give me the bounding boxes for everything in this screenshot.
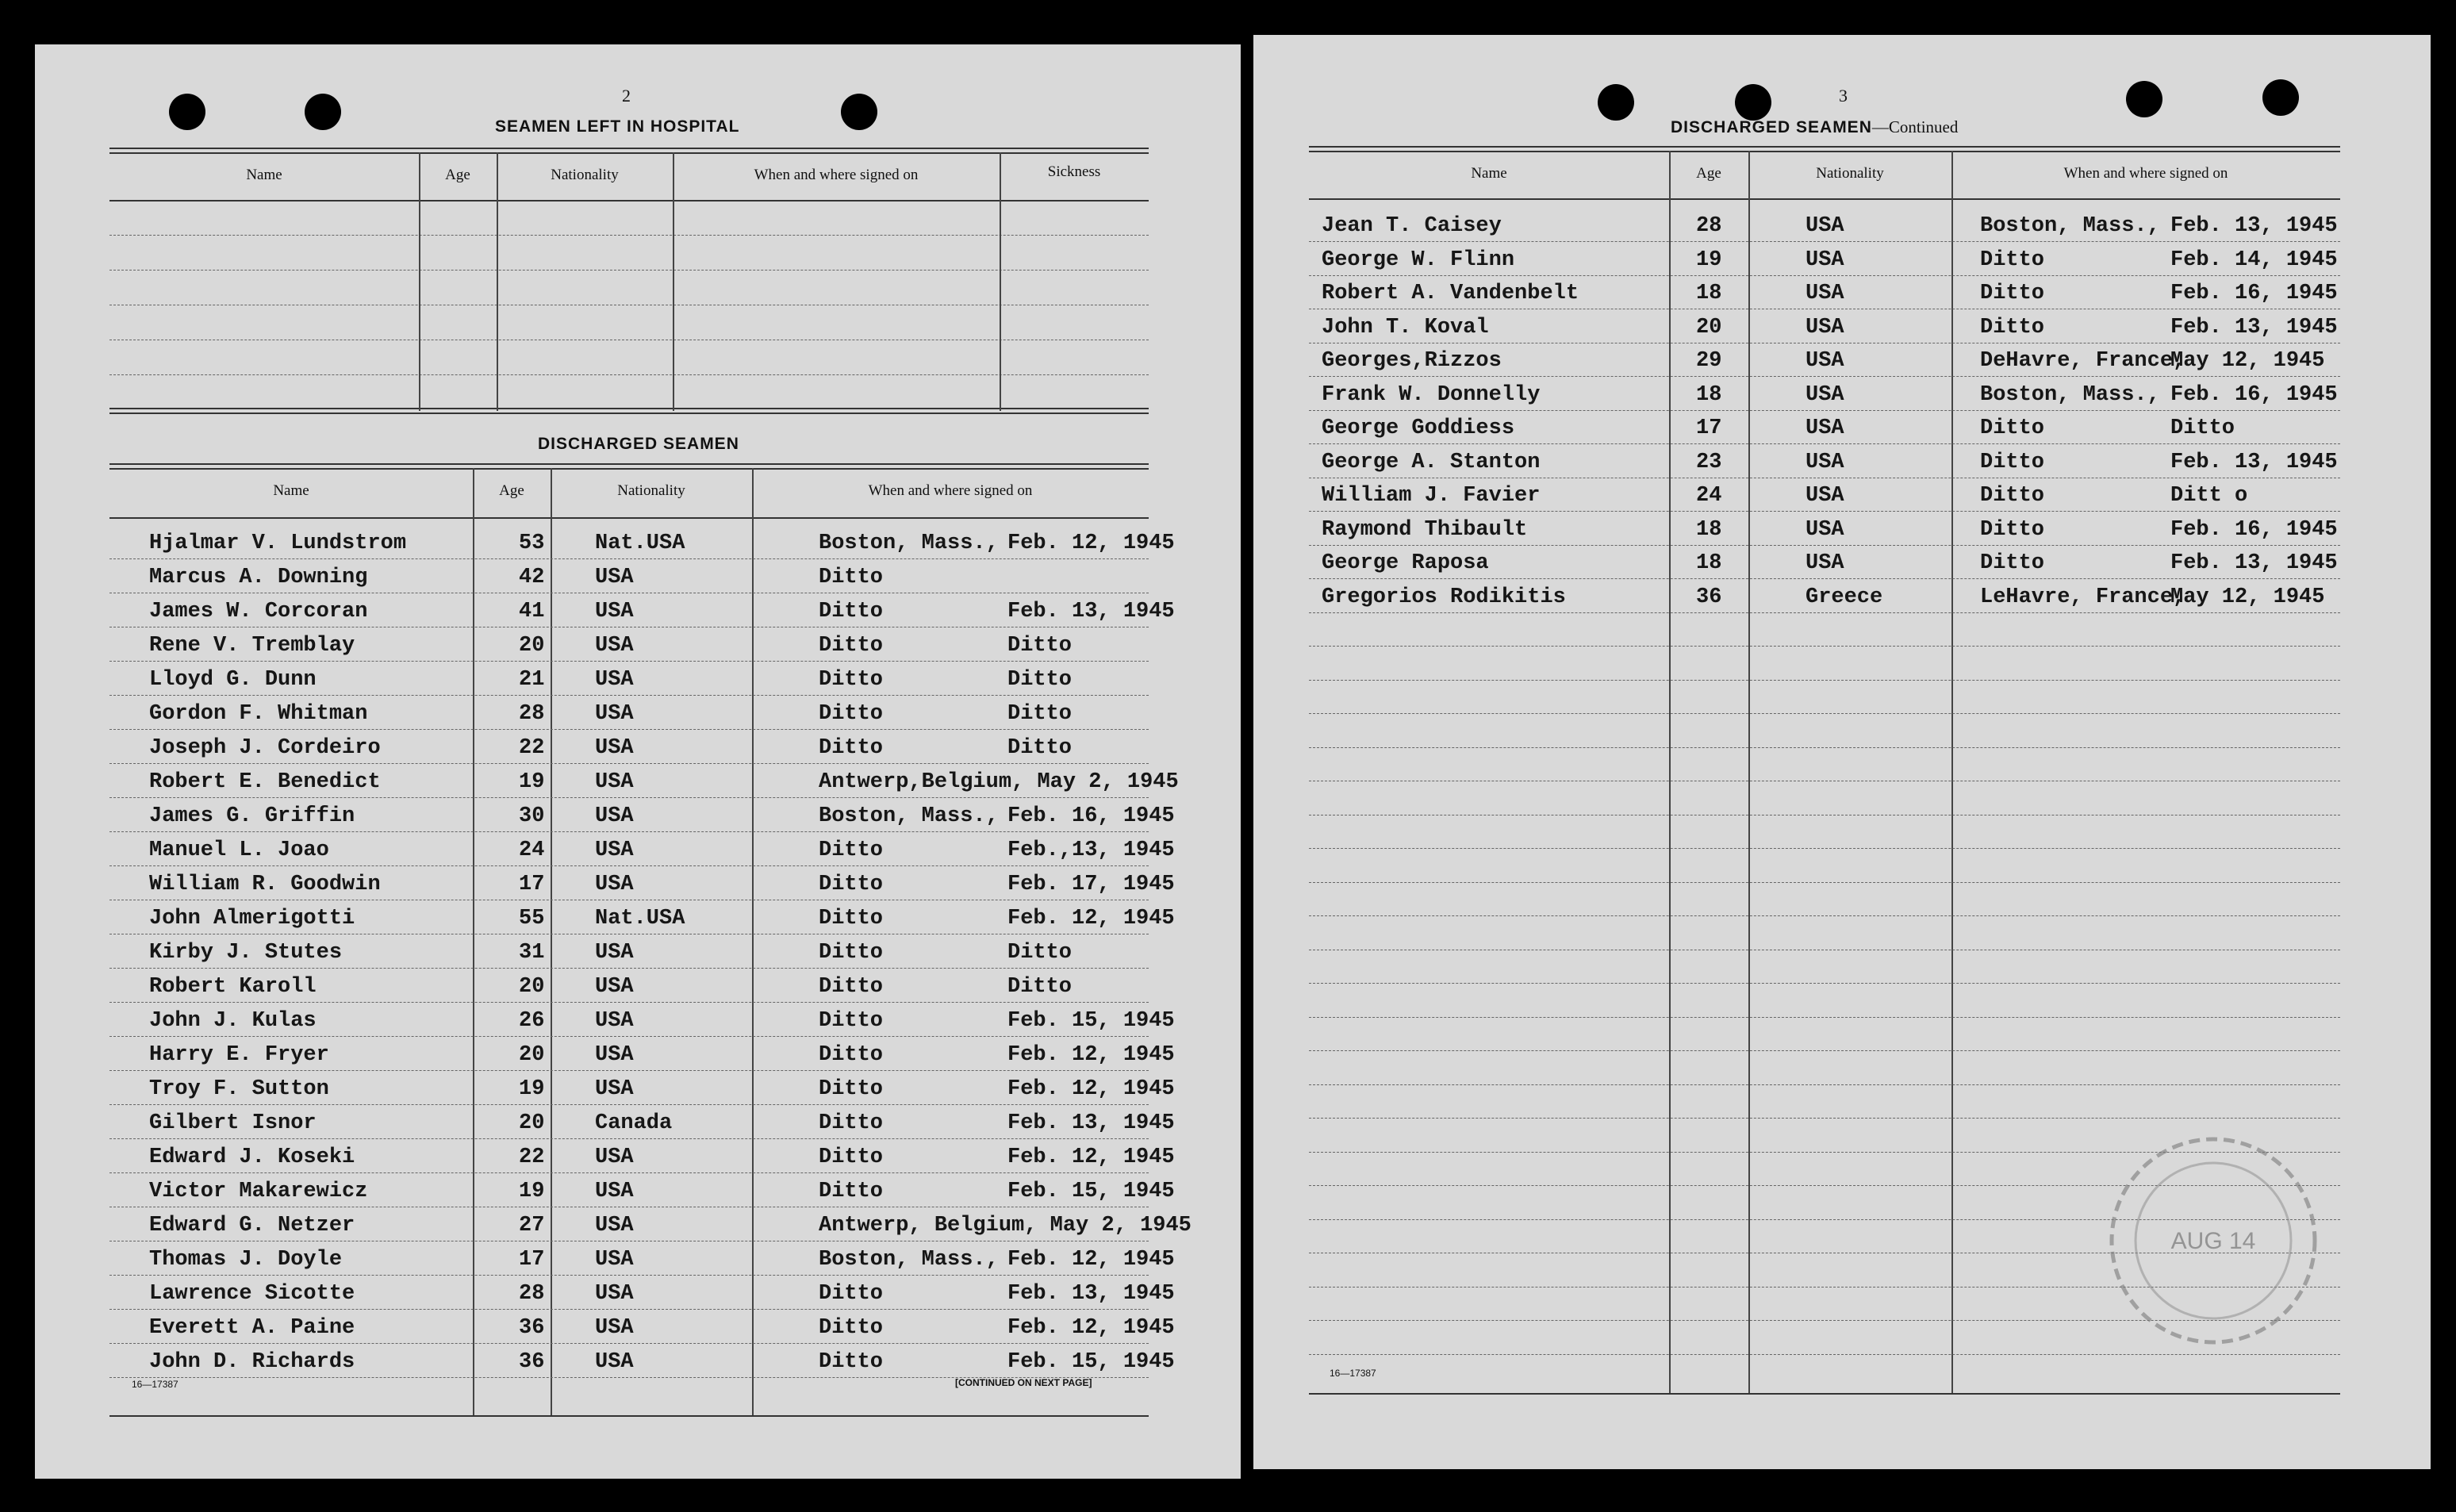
col-header-age: Age: [445, 167, 470, 183]
discharged-section-title: DISCHARGED SEAMEN: [538, 435, 739, 453]
signed-on-date: Feb. 12, 1945: [1007, 1248, 1175, 1272]
seaman-name: Victor Makarewicz: [149, 1180, 368, 1203]
seaman-nationality: USA: [595, 634, 634, 658]
col-header-signed-on: When and where signed on: [2063, 165, 2228, 182]
seaman-name: John Almerigotti: [149, 907, 355, 931]
signed-on-date: Feb. 13, 1945: [1007, 1111, 1175, 1135]
seaman-name: George A. Stanton: [1322, 450, 1541, 474]
signed-on-place: Ditto: [1980, 484, 2045, 508]
signed-on-place: Ditto: [1980, 450, 2045, 474]
table-row: [109, 597, 1175, 628]
signed-on-date: Feb. 16, 1945: [2170, 282, 2338, 305]
seaman-age: 18: [1696, 282, 1722, 305]
table-row: [109, 1006, 1175, 1038]
hospital-section-title: SEAMEN LEFT IN HOSPITAL: [495, 117, 740, 136]
seaman-name: George Goddiess: [1322, 416, 1515, 440]
seaman-nationality: Greece: [1806, 585, 1883, 609]
signed-on-place: Ditto: [819, 736, 884, 760]
signed-on-place: Ditto: [819, 1077, 884, 1101]
left-page: [35, 44, 1241, 1479]
page-number: 3: [1839, 86, 1848, 106]
signed-on-date: Feb. 13, 1945: [1007, 600, 1175, 624]
seaman-nationality: USA: [595, 770, 634, 794]
seaman-name: John T. Koval: [1322, 315, 1489, 340]
signed-on-place: Boston, Mass.,: [819, 532, 999, 555]
signed-on-place: Antwerp,Belgium, May 2, 1945: [819, 770, 1179, 794]
signed-on-date: Feb. 12, 1945: [1007, 1077, 1175, 1101]
seaman-age: 18: [1696, 551, 1722, 575]
table-row: [109, 528, 1175, 560]
signed-on-date: Ditt o: [2170, 484, 2248, 508]
seaman-name: Troy F. Sutton: [149, 1077, 329, 1101]
seaman-name: Lawrence Sicotte: [149, 1282, 355, 1306]
seaman-nationality: USA: [595, 1350, 634, 1374]
seaman-nationality: USA: [595, 1146, 634, 1169]
form-number: 16—17387: [132, 1379, 178, 1390]
seaman-nationality: USA: [1806, 551, 1844, 575]
table-row: [1309, 413, 2340, 445]
seaman-name: James G. Griffin: [149, 804, 355, 828]
seaman-nationality: USA: [1806, 382, 1844, 407]
seaman-nationality: USA: [595, 1009, 634, 1033]
seaman-name: Lloyd G. Dunn: [149, 668, 317, 692]
signed-on-place: Ditto: [819, 1009, 884, 1033]
seaman-age: 42: [519, 566, 545, 589]
signed-on-place: Ditto: [1980, 416, 2045, 440]
seaman-age: 20: [519, 1043, 545, 1067]
seaman-nationality: USA: [595, 804, 634, 828]
signed-on-place: Ditto: [819, 600, 884, 624]
signed-on-date: Ditto: [2170, 416, 2235, 440]
signed-on-place: Ditto: [819, 1146, 884, 1169]
table-row: [109, 1245, 1175, 1276]
seaman-nationality: USA: [595, 1248, 634, 1272]
seaman-nationality: Nat.USA: [595, 907, 685, 931]
seaman-name: Edward J. Koseki: [149, 1146, 355, 1169]
seaman-age: 26: [519, 1009, 545, 1033]
signed-on-date: Feb. 12, 1945: [1007, 1316, 1175, 1340]
seaman-age: 36: [519, 1350, 545, 1374]
signed-on-place: Boston, Mass.,: [819, 1248, 999, 1272]
col-header-nationality: Nationality: [551, 167, 619, 183]
seaman-nationality: USA: [1806, 484, 1844, 508]
seaman-age: 24: [519, 839, 545, 862]
seaman-age: 18: [1696, 517, 1722, 542]
table-row: [1309, 380, 2340, 412]
signed-on-place: Ditto: [819, 975, 884, 999]
table-row: [109, 1279, 1175, 1311]
seaman-nationality: USA: [595, 975, 634, 999]
table-row: [109, 1108, 1175, 1140]
seaman-name: Everett A. Paine: [149, 1316, 355, 1340]
seaman-nationality: USA: [1806, 248, 1844, 272]
col-header-name: Name: [273, 482, 309, 499]
seaman-name: Gordon F. Whitman: [149, 702, 368, 726]
signed-on-date: Feb. 13, 1945: [1007, 1282, 1175, 1306]
signed-on-place: Ditto: [1980, 248, 2045, 272]
table-row: [1309, 515, 2340, 547]
signed-on-place: Ditto: [1980, 517, 2045, 542]
signed-on-date: Feb. 13, 1945: [2170, 551, 2338, 575]
seaman-name: Frank W. Donnelly: [1322, 382, 1541, 407]
seaman-nationality: USA: [595, 1214, 634, 1238]
seaman-name: Joseph J. Cordeiro: [149, 736, 381, 760]
table-row: [109, 733, 1149, 765]
seaman-name: Marcus A. Downing: [149, 566, 368, 589]
signed-on-date: Feb.,13, 1945: [1007, 839, 1175, 862]
signed-on-date: May 12, 1945: [2170, 585, 2325, 609]
col-header-name: Name: [1471, 165, 1507, 182]
seaman-name: Raymond Thibault: [1322, 517, 1528, 542]
signed-on-place: Ditto: [819, 1350, 884, 1374]
seaman-name: Edward G. Netzer: [149, 1214, 355, 1238]
seaman-name: George Raposa: [1322, 551, 1489, 575]
discharged-continued-title: DISCHARGED SEAMEN—Continued: [1671, 117, 1959, 136]
seaman-nationality: USA: [595, 736, 634, 760]
signed-on-place: Ditto: [1980, 551, 2045, 575]
seaman-age: 18: [1696, 382, 1722, 407]
seaman-nationality: USA: [595, 1180, 634, 1203]
seaman-age: 36: [1696, 585, 1722, 609]
signed-on-place: Boston, Mass.,: [1980, 214, 2160, 238]
punch-hole: [841, 94, 877, 130]
table-row: [109, 562, 1149, 594]
signed-on-date: Feb. 16, 1945: [2170, 382, 2338, 407]
seaman-age: 17: [1696, 416, 1722, 440]
seaman-age: 20: [519, 975, 545, 999]
seaman-age: 23: [1696, 450, 1722, 474]
signed-on-place: Ditto: [819, 702, 884, 726]
seaman-age: 22: [519, 736, 545, 760]
table-row: [1309, 548, 2340, 580]
stamp-date: AUG 14: [2170, 1228, 2256, 1254]
seaman-age: 20: [519, 1111, 545, 1135]
signed-on-place: Ditto: [819, 839, 884, 862]
col-header-signed-on: When and where signed on: [754, 167, 919, 183]
signed-on-place: Ditto: [819, 1180, 884, 1203]
seaman-name: George W. Flinn: [1322, 248, 1515, 272]
signed-on-place: Ditto: [819, 566, 884, 589]
table-row: [109, 1313, 1175, 1345]
signed-on-place: Ditto: [1980, 282, 2045, 305]
seaman-age: 22: [519, 1146, 545, 1169]
seaman-age: 36: [519, 1316, 545, 1340]
seaman-nationality: USA: [595, 1282, 634, 1306]
seaman-age: 20: [1696, 315, 1722, 340]
col-header-age: Age: [499, 482, 524, 499]
form-number: 16—17387: [1330, 1368, 1376, 1379]
seaman-name: Jean T. Caisey: [1322, 214, 1502, 238]
table-row: [109, 767, 1179, 799]
signed-on-date: Feb. 12, 1945: [1007, 907, 1175, 931]
signed-on-place: Antwerp, Belgium, May 2, 1945: [819, 1214, 1192, 1238]
signed-on-date: Feb. 16, 1945: [2170, 517, 2338, 542]
seaman-nationality: USA: [595, 1043, 634, 1067]
table-row: [109, 1142, 1175, 1174]
right-page: [1253, 35, 2431, 1469]
seaman-name: Manuel L. Joao: [149, 839, 329, 862]
table-row: [109, 1211, 1192, 1242]
signed-on-date: May 12, 1945: [2170, 349, 2325, 373]
signed-on-date: Feb. 12, 1945: [1007, 532, 1175, 555]
seaman-age: 19: [1696, 248, 1722, 272]
seaman-name: Robert Karoll: [149, 975, 317, 999]
seaman-nationality: USA: [1806, 349, 1844, 373]
table-row: [109, 904, 1175, 935]
seaman-name: Thomas J. Doyle: [149, 1248, 343, 1272]
punch-hole: [2126, 81, 2162, 117]
seaman-name: Harry E. Fryer: [149, 1043, 329, 1067]
seaman-nationality: Nat.USA: [595, 532, 685, 555]
punch-hole: [1598, 84, 1634, 121]
table-row: [1309, 346, 2340, 378]
seaman-nationality: USA: [595, 600, 634, 624]
table-row: [1309, 211, 2340, 243]
punch-hole: [2262, 79, 2299, 116]
table-row: [109, 972, 1149, 1004]
seaman-nationality: USA: [595, 566, 634, 589]
signed-on-date: Feb. 14, 1945: [2170, 248, 2338, 272]
signed-on-place: LeHavre, France,: [1980, 585, 2186, 609]
table-row: [1309, 447, 2340, 479]
seaman-nationality: USA: [1806, 315, 1844, 340]
seaman-age: 28: [519, 702, 545, 726]
seaman-age: 41: [519, 600, 545, 624]
seaman-name: Kirby J. Stutes: [149, 941, 343, 965]
col-header-age: Age: [1696, 165, 1721, 182]
seaman-nationality: USA: [595, 1077, 634, 1101]
col-header-signed-on: When and where signed on: [868, 482, 1033, 499]
signed-on-place: DeHavre, France,: [1980, 349, 2186, 373]
seaman-name: John D. Richards: [149, 1350, 355, 1374]
signed-on-place: Ditto: [819, 1043, 884, 1067]
seaman-age: 21: [519, 668, 545, 692]
table-row: [109, 699, 1149, 731]
table-row: [109, 801, 1175, 833]
seaman-age: 20: [519, 634, 545, 658]
seaman-name: John J. Kulas: [149, 1009, 317, 1033]
table-row: [1309, 481, 2340, 512]
signed-on-date: Feb. 16, 1945: [1007, 804, 1175, 828]
seaman-name: Georges,Rizzos: [1322, 349, 1502, 373]
signed-on-date: Feb. 12, 1945: [1007, 1043, 1175, 1067]
signed-on-place: Boston, Mass.,: [819, 804, 999, 828]
table-row: [109, 938, 1149, 969]
col-header-nationality: Nationality: [617, 482, 685, 499]
seaman-name: Robert E. Benedict: [149, 770, 381, 794]
seaman-age: 55: [519, 907, 545, 931]
seaman-nationality: USA: [1806, 517, 1844, 542]
signed-on-date: Feb. 15, 1945: [1007, 1350, 1175, 1374]
signed-on-date: Feb. 13, 1945: [2170, 450, 2338, 474]
table-row: [109, 631, 1149, 662]
signed-on-date: Ditto: [1007, 702, 1073, 726]
seaman-name: Gregorios Rodikitis: [1322, 585, 1566, 609]
seaman-name: Robert A. Vandenbelt: [1322, 282, 1579, 305]
table-row: [109, 1347, 1175, 1379]
seaman-nationality: USA: [595, 702, 634, 726]
seaman-age: 24: [1696, 484, 1722, 508]
table-row: [1309, 278, 2340, 310]
signed-on-date: Feb. 17, 1945: [1007, 873, 1175, 896]
punch-hole: [169, 94, 205, 130]
signed-on-date: Ditto: [1007, 634, 1073, 658]
signed-on-date: Feb. 15, 1945: [1007, 1009, 1175, 1033]
signed-on-place: Ditto: [819, 668, 884, 692]
signed-on-place: Ditto: [819, 873, 884, 896]
seaman-nationality: Canada: [595, 1111, 673, 1135]
seaman-age: 19: [519, 1180, 545, 1203]
table-row: [109, 1176, 1175, 1208]
signed-on-place: Ditto: [819, 1316, 884, 1340]
seaman-age: 17: [519, 873, 545, 896]
punch-hole: [305, 94, 341, 130]
table-row: [109, 869, 1175, 901]
seaman-name: William R. Goodwin: [149, 873, 381, 896]
seaman-name: Hjalmar V. Lundstrom: [149, 532, 407, 555]
table-row: [109, 1040, 1175, 1072]
signed-on-place: Ditto: [819, 1111, 884, 1135]
table-row: [1309, 582, 2340, 614]
table-row: [109, 835, 1175, 867]
signed-on-place: Ditto: [1980, 315, 2045, 340]
seaman-nationality: USA: [1806, 416, 1844, 440]
seaman-age: 28: [519, 1282, 545, 1306]
signed-on-date: Ditto: [1007, 668, 1073, 692]
signed-on-place: Ditto: [819, 941, 884, 965]
seaman-age: 53: [519, 532, 545, 555]
seaman-age: 31: [519, 941, 545, 965]
signed-on-date: Ditto: [1007, 975, 1073, 999]
table-row: [109, 1074, 1175, 1106]
date-stamp: [2094, 1122, 2332, 1360]
page-number: 2: [622, 86, 631, 106]
signed-on-date: Feb. 13, 1945: [2170, 315, 2338, 340]
seaman-age: 30: [519, 804, 545, 828]
signed-on-place: Ditto: [819, 634, 884, 658]
signed-on-date: Feb. 15, 1945: [1007, 1180, 1175, 1203]
table-row: [109, 665, 1149, 697]
signed-on-place: Ditto: [819, 1282, 884, 1306]
signed-on-date: Ditto: [1007, 941, 1073, 965]
punch-hole: [1735, 84, 1771, 121]
seaman-nationality: USA: [595, 839, 634, 862]
signed-on-date: Feb. 12, 1945: [1007, 1146, 1175, 1169]
col-header-sickness: Sickness: [1047, 163, 1101, 180]
seaman-nationality: USA: [595, 941, 634, 965]
seaman-age: 19: [519, 1077, 545, 1101]
signed-on-date: Ditto: [1007, 736, 1073, 760]
seaman-name: Gilbert Isnor: [149, 1111, 317, 1135]
col-header-nationality: Nationality: [1816, 165, 1884, 182]
signed-on-place: Ditto: [819, 907, 884, 931]
signed-on-place: Boston, Mass.,: [1980, 382, 2160, 407]
col-header-name: Name: [246, 167, 282, 183]
table-row: [1309, 313, 2340, 344]
table-row: [1309, 245, 2340, 277]
seaman-nationality: USA: [1806, 282, 1844, 305]
seaman-age: 29: [1696, 349, 1722, 373]
seaman-age: 27: [519, 1214, 545, 1238]
seaman-name: Rene V. Tremblay: [149, 634, 355, 658]
seaman-nationality: USA: [595, 873, 634, 896]
seaman-age: 19: [519, 770, 545, 794]
signed-on-date: Feb. 13, 1945: [2170, 214, 2338, 238]
seaman-nationality: USA: [1806, 450, 1844, 474]
continued-note: [CONTINUED ON NEXT PAGE]: [955, 1377, 1092, 1388]
seaman-nationality: USA: [1806, 214, 1844, 238]
seaman-name: James W. Corcoran: [149, 600, 368, 624]
seaman-name: William J. Favier: [1322, 484, 1541, 508]
seaman-nationality: USA: [595, 668, 634, 692]
seaman-age: 28: [1696, 214, 1722, 238]
seaman-age: 17: [519, 1248, 545, 1272]
seaman-nationality: USA: [595, 1316, 634, 1340]
